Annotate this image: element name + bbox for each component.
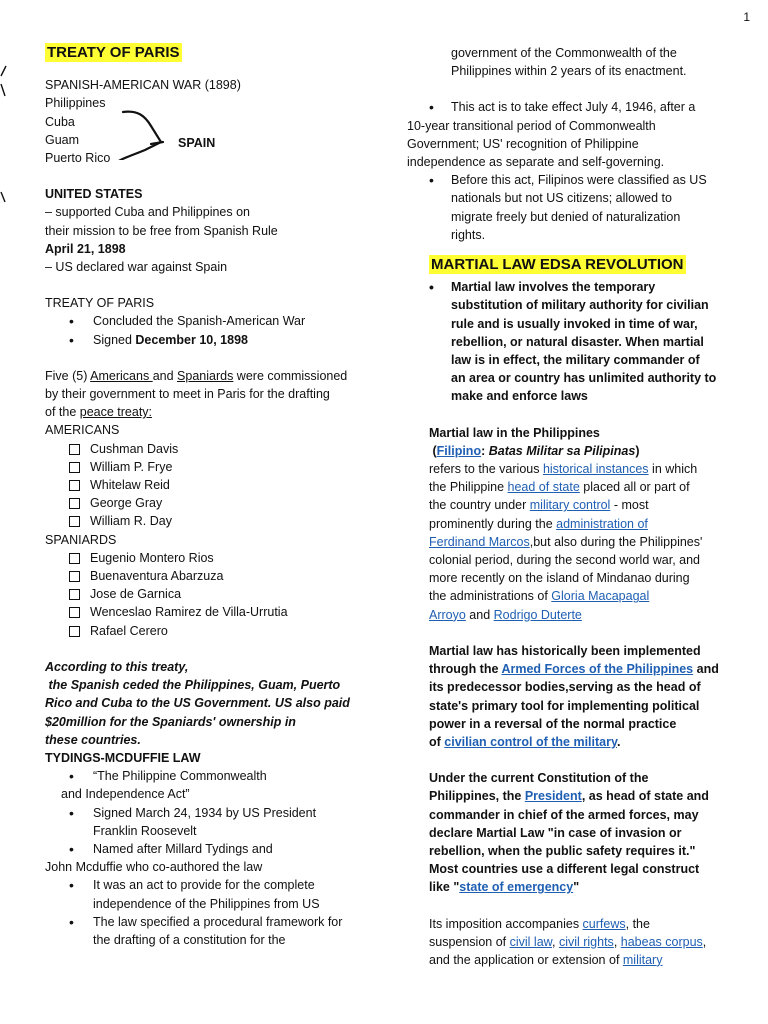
list-item: William R. Day: [45, 512, 375, 530]
effect-item: • This act is to take effect July 4, 1946, after a: [429, 99, 696, 116]
spaniards-label: SPANIARDS: [45, 532, 117, 547]
paragraph-1: refers to the various historical instances in which the Philippine head of state placed all or part of the country under military control - most prominently during the administration of Ferdinand Marcos,but also during the Philippines' colonial period, during the second world war, and more recently on the island of Mindanao during the administrations of Gloria Macapagal Arroyo and Rodrigo Duterte: [429, 462, 703, 622]
link[interactable]: Gloria Macapagal: [551, 589, 650, 604]
treaty-heading: TREATY OF PARIS: [47, 44, 180, 61]
us-support: – supported Cuba and Philippines on: [45, 205, 251, 220]
list-item: Wenceslao Ramirez de Villa-Urrutia: [45, 603, 375, 621]
link[interactable]: civil law: [509, 934, 552, 949]
list-item: • Concluded the Spanish-American War: [45, 312, 375, 330]
link[interactable]: Arroyo: [429, 607, 466, 622]
war-title: SPANISH-AMERICAN WAR (1898): [45, 78, 241, 93]
link[interactable]: Armed Forces of the Philippines: [501, 662, 694, 677]
list-item: Whitelaw Reid: [45, 476, 375, 494]
list-item: William P. Frye: [45, 458, 375, 476]
ph-title: Martial law in the Philippines: [429, 425, 600, 440]
link[interactable]: administration of: [556, 516, 648, 531]
list-item-cont: John Mcduffie who co-authored the law: [45, 860, 263, 875]
territory: Philippines: [45, 96, 106, 111]
spain-label: SPAIN: [178, 136, 216, 150]
territory: Guam: [45, 132, 80, 147]
paragraph-2: Martial law has historically been implemented through the Armed Forces of the Philippines and its predecessor bodies,serving as the head of state's primary tool for implementing political power in a reversal of the normal practice of civilian control of the military.: [429, 643, 719, 749]
according-text: these countries.: [45, 732, 141, 747]
list-item: Cushman Davis: [45, 440, 375, 458]
effect-text: 10-year transitional period of Commonwealth: [407, 118, 656, 133]
ph-filipino: (Filipino: Batas Militar sa Pilipinas): [429, 443, 640, 458]
us-title: UNITED STATES: [45, 187, 143, 202]
tydings-points: [45, 804, 375, 859]
link[interactable]: Ferdinand Marcos: [429, 534, 530, 549]
list-item: • Signed March 24, 1934 by US President Franklin Roosevelt: [45, 804, 375, 840]
paragraph-4: Its imposition accompanies curfews, the suspension of civil law, civil rights, habeas corpus, and the application or extension of military: [429, 916, 707, 967]
martial-def: • Martial law involves the temporary substitution of military authority for civilian rule and is usually invoked in time of war, rebellion, or natural disaster. When martial law is in effect, the military commander of an area or country has unlimited authority to make and enforce laws: [429, 279, 717, 404]
list-item: • It was an act to provide for the complete independence of the Philippines from US: [45, 876, 375, 912]
link[interactable]: military control: [529, 498, 611, 513]
tydings-points: [45, 876, 375, 949]
link[interactable]: civilian control of the military: [444, 734, 617, 749]
link[interactable]: curfews: [582, 916, 626, 931]
list-item: • Named after Millard Tydings and: [45, 840, 375, 858]
link[interactable]: military: [622, 952, 663, 967]
list-item: • The law specified a procedural framework for the drafting of a constitution for the: [45, 913, 375, 949]
margin-mark-top: [0, 62, 8, 105]
according-text: $20million for the Spaniards' ownership in: [45, 714, 296, 729]
according-text: Rico and Cuba to the US Government. US also paid: [45, 696, 350, 711]
list-item: Eugenio Montero Rios: [45, 549, 375, 567]
americans-list: [45, 440, 375, 531]
link[interactable]: Rodrigo Duterte: [493, 607, 582, 622]
tydings-title: TYDINGS-MCDUFFIE LAW: [45, 750, 201, 765]
list-item: Buenaventura Abarzuza: [45, 567, 375, 585]
list-item: George Gray: [45, 494, 375, 512]
territory: Cuba: [45, 114, 75, 129]
cont-text: Philippines within 2 years of its enactment.: [451, 64, 687, 79]
martial-heading: MARTIAL LAW EDSA REVOLUTION: [431, 256, 684, 274]
link[interactable]: state of emergency: [459, 880, 574, 895]
cont-text: government of the Commonwealth of the: [451, 46, 677, 60]
right-column: [407, 44, 729, 969]
paragraph-3: Under the current Constitution of the Philippines, the President, as head of state and commander in chief of the armed forces, may declare Martial Law "in case of invasion or rebellion, when the public safety requires it." Most countries use a different legal construct like "state of emergency": [429, 771, 709, 895]
treaty-points: [45, 312, 375, 348]
margin-mark-bottom: [0, 190, 8, 207]
territory: Puerto Rico: [45, 151, 111, 166]
date-label: April 21, 1898: [45, 241, 126, 256]
list-item: Jose de Garnica: [45, 585, 375, 603]
americans-label: AMERICANS: [45, 423, 120, 438]
list-item: Rafael Cerero: [45, 622, 375, 640]
link[interactable]: civil rights: [558, 934, 614, 949]
commission-text: by their government to meet in Paris for the drafting: [45, 387, 330, 402]
link[interactable]: President: [524, 789, 582, 804]
link[interactable]: habeas corpus: [620, 934, 703, 949]
according-text: the Spanish ceded the Philippines, Guam, Puerto: [45, 678, 341, 693]
according-text: According to this treaty,: [45, 659, 189, 674]
link[interactable]: historical instances: [542, 462, 649, 477]
left-column: [45, 44, 375, 949]
list-item: • Signed December 10, 1898: [45, 331, 375, 349]
commission-text: Five (5) Americans and Spaniards were commissioned: [45, 368, 348, 383]
page-number: 1: [743, 10, 750, 24]
treaty-label: TREATY OF PARIS: [45, 296, 155, 311]
tydings-points: [45, 767, 375, 785]
list-item: • “The Philippine Commonwealth: [45, 767, 375, 785]
declared-text: – US declared war against Spain: [45, 260, 228, 275]
filipino-link[interactable]: Filipino: [436, 443, 482, 458]
commission-text: of the peace treaty:: [45, 405, 153, 420]
before-item: • Before this act, Filipinos were classified as US nationals but not US citizens; allowed to migrate freely but denied of naturalization rights.: [429, 172, 707, 242]
us-support: their mission to be free from Spanish Rule: [45, 223, 278, 238]
list-item-cont: and Independence Act”: [61, 787, 190, 802]
link[interactable]: head of state: [507, 480, 580, 495]
effect-text: Government; US' recognition of Philippine: [407, 136, 639, 151]
spaniards-list: [45, 549, 375, 640]
effect-text: independence as separate and self-governing.: [407, 155, 665, 170]
